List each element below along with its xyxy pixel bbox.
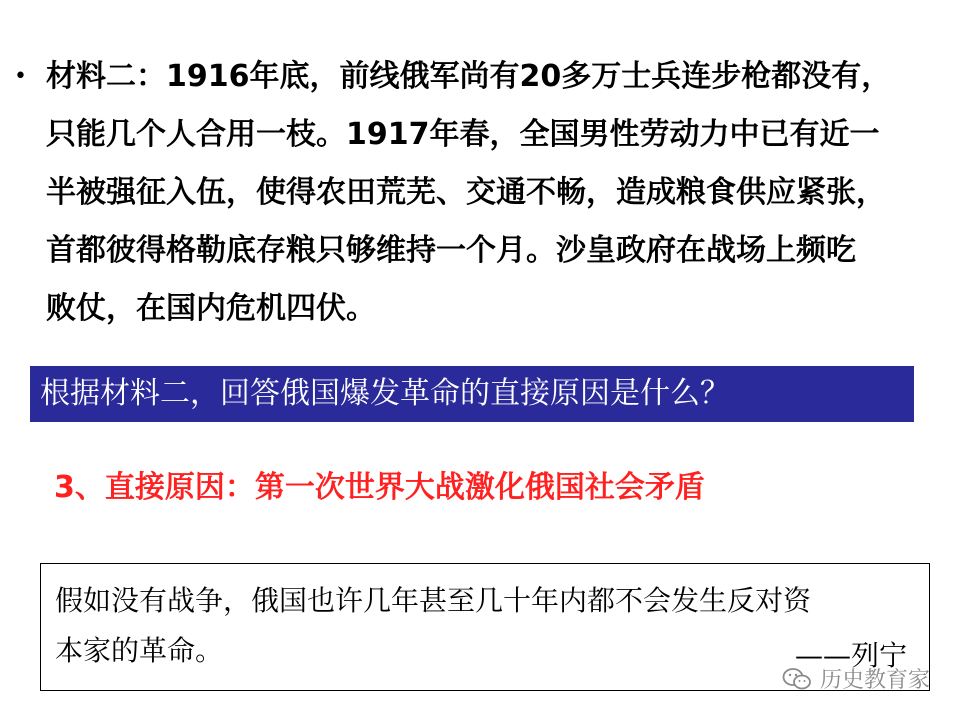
quote-text: 假如没有战争，俄国也许几年甚至几十年内都不会发生反对资 本家的革命。 xyxy=(55,584,812,667)
question-box: 根据材料二，回答俄国爆发革命的直接原因是什么？ xyxy=(30,366,914,422)
material-text: 材料二：1916年底，前线俄军尚有20多万士兵连步枪都没有， 只能几个人合用一枝。1917年春，全国男性劳动力中已有近一 半被强征入伍，使得农田荒芜、交通不畅，造成粮食供应紧张， 首都彼得格勒底存粮只够维持一个月。沙皇政府在战场上频吃 败仗，在国内危机四伏。 xyxy=(46,59,892,326)
answer-text: 3、直接原因：第一次世界大战激化俄国社会矛盾 xyxy=(54,470,705,505)
wechat-icon xyxy=(782,667,812,691)
watermark xyxy=(782,663,930,694)
bullet-point: • xyxy=(14,64,27,89)
quote-author: ——列宁 xyxy=(794,639,907,672)
watermark-text: 历史教育家 xyxy=(819,668,930,693)
material-two xyxy=(14,48,934,338)
